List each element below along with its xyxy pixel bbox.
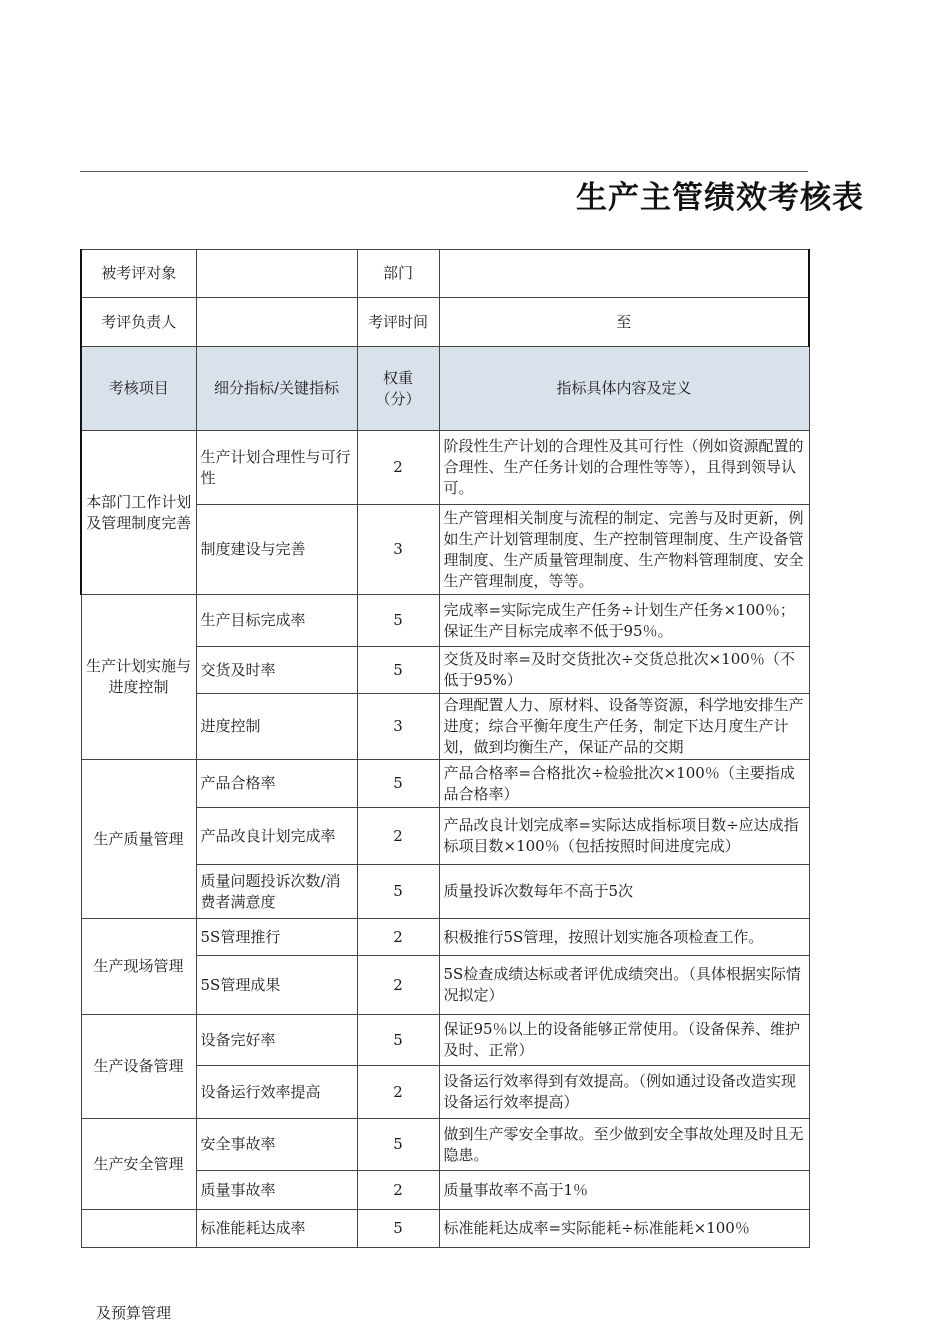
indicator-cell: 生产目标完成率 (196, 595, 357, 647)
weight-cell: 5 (357, 1210, 439, 1248)
category-cell: 生产现场管理 (81, 919, 196, 1015)
time-label: 考评时间 (357, 298, 439, 347)
table-row (81, 595, 809, 647)
definition-cell: 生产管理相关制度与流程的制定、完善与及时更新，例如生产计划管理制度、生产控制管理制度、生产设备管理制度、生产质量管理制度、生产物料管理制度、安全生产管理制度，等等。 (439, 505, 809, 595)
table-row (81, 1015, 809, 1066)
table-row (81, 919, 809, 956)
header-indicator: 细分指标/关键指标 (196, 347, 357, 431)
table-row (81, 760, 809, 808)
definition-cell: 完成率=实际完成生产任务÷计划生产任务×100％；保证生产目标完成率不低于95％。 (439, 595, 809, 647)
time-value[interactable]: 至 (439, 298, 809, 347)
weight-cell: 5 (357, 760, 439, 808)
definition-cell: 做到生产零安全事故。至少做到安全事故处理及时且无隐患。 (439, 1119, 809, 1171)
weight-cell: 2 (357, 1066, 439, 1119)
category-cell: 生产质量管理 (81, 760, 196, 919)
weight-cell: 3 (357, 505, 439, 595)
indicator-cell: 生产计划合理性与可行性 (196, 431, 357, 505)
category-cell (81, 1210, 196, 1248)
weight-cell: 2 (357, 431, 439, 505)
weight-cell: 5 (357, 1015, 439, 1066)
continuation-text: 及预算管理 (96, 1304, 172, 1322)
reviewer-label: 考评负责人 (81, 298, 196, 347)
page-title: 生产主管绩效考核表 (576, 180, 864, 216)
definition-cell: 交货及时率=及时交货批次÷交货总批次×100％（不低于95%） (439, 647, 809, 694)
definition-cell: 积极推行5S管理，按照计划实施各项检查工作。 (439, 919, 809, 956)
category-cell: 生产安全管理 (81, 1119, 196, 1210)
indicator-cell: 设备完好率 (196, 1015, 357, 1066)
category-cell: 生产设备管理 (81, 1015, 196, 1119)
indicator-cell: 标准能耗达成率 (196, 1210, 357, 1248)
weight-cell: 2 (357, 919, 439, 956)
indicator-cell: 制度建设与完善 (196, 505, 357, 595)
table-row (81, 1119, 809, 1171)
indicator-cell: 进度控制 (196, 694, 357, 760)
indicator-cell: 质量事故率 (196, 1171, 357, 1210)
table-row (81, 431, 809, 505)
weight-cell: 5 (357, 595, 439, 647)
indicator-cell: 设备运行效率提高 (196, 1066, 357, 1119)
definition-cell: 保证95％以上的设备能够正常使用。（设备保养、维护及时、正常） (439, 1015, 809, 1066)
appraisal-table (80, 249, 810, 1248)
indicator-cell: 安全事故率 (196, 1119, 357, 1171)
subject-label: 被考评对象 (81, 250, 196, 298)
indicator-cell: 5S管理推行 (196, 919, 357, 956)
category-cell: 生产计划实施与进度控制 (81, 595, 196, 760)
definition-cell: 质量投诉次数每年不高于5次 (439, 865, 809, 919)
definition-cell: 质量事故率不高于1％ (439, 1171, 809, 1210)
definition-cell: 产品合格率=合格批次÷检验批次×100％（主要指成品合格率） (439, 760, 809, 808)
header-weight: 权重（分） (357, 347, 439, 431)
category-cell: 本部门工作计划及管理制度完善 (81, 431, 196, 595)
header-definition: 指标具体内容及定义 (439, 347, 809, 431)
definition-cell: 设备运行效率得到有效提高。（例如通过设备改造实现设备运行效率提高） (439, 1066, 809, 1119)
definition-cell: 标准能耗达成率=实际能耗÷标准能耗×100％ (439, 1210, 809, 1248)
definition-cell: 5S检查成绩达标或者评优成绩突出。（具体根据实际情况拟定） (439, 956, 809, 1015)
weight-cell: 5 (357, 1119, 439, 1171)
weight-cell: 5 (357, 647, 439, 694)
indicator-cell: 质量问题投诉次数/消费者满意度 (196, 865, 357, 919)
weight-cell: 5 (357, 865, 439, 919)
reviewer-value[interactable] (196, 298, 357, 347)
indicator-cell: 产品合格率 (196, 760, 357, 808)
indicator-cell: 交货及时率 (196, 647, 357, 694)
dept-value[interactable] (439, 250, 809, 298)
dept-label: 部门 (357, 250, 439, 298)
indicator-cell: 产品改良计划完成率 (196, 808, 357, 865)
weight-cell: 2 (357, 808, 439, 865)
definition-cell: 产品改良计划完成率=实际达成指标项目数÷应达成指标项目数×100％（包括按照时间进度完成） (439, 808, 809, 865)
weight-cell: 3 (357, 694, 439, 760)
table-row (81, 1210, 809, 1248)
subject-value[interactable] (196, 250, 357, 298)
indicator-cell: 5S管理成果 (196, 956, 357, 1015)
definition-cell: 合理配置人力、原材料、设备等资源，科学地安排生产进度；综合平衡年度生产任务，制定下达月度生产计划，做到均衡生产，保证产品的交期 (439, 694, 809, 760)
definition-cell: 阶段性生产计划的合理性及其可行性（例如资源配置的合理性、生产任务计划的合理性等等），且得到领导认可。 (439, 431, 809, 505)
weight-cell: 2 (357, 956, 439, 1015)
header-category: 考核项目 (81, 347, 196, 431)
weight-cell: 2 (357, 1171, 439, 1210)
